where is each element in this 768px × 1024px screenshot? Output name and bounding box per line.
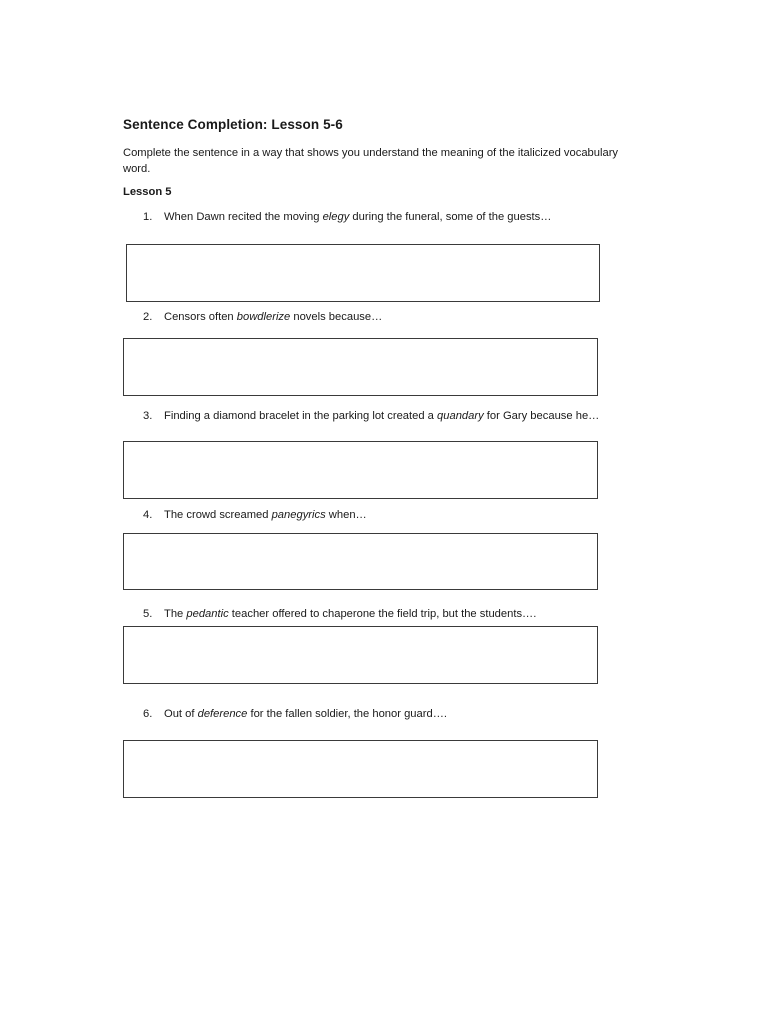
question-text-after: novels because… [290, 311, 383, 323]
question-text-before: When Dawn recited the moving [164, 211, 323, 223]
question-2 [143, 311, 382, 323]
question-number: 1. [143, 211, 153, 223]
vocabulary-word: pedantic [186, 608, 229, 620]
question-text-after: when… [325, 509, 367, 521]
question-text-after: for the fallen soldier, the honor guard…. [247, 708, 447, 720]
answer-box-3[interactable] [123, 441, 598, 499]
question-text-before: Out of [164, 708, 198, 720]
worksheet-title: Sentence Completion: Lesson 5-6 [123, 117, 343, 132]
question-text-after: for Gary because he… [483, 410, 600, 422]
question-number: 3. [143, 410, 153, 422]
question-5 [143, 608, 536, 620]
vocabulary-word: deference [197, 708, 248, 720]
vocabulary-word: quandary [437, 410, 484, 422]
question-text-before: Finding a diamond bracelet in the parking lot created a [164, 410, 438, 422]
question-number: 4. [143, 509, 153, 521]
question-number: 2. [143, 311, 153, 323]
question-text-before: The crowd screamed [164, 509, 272, 521]
answer-box-1[interactable] [126, 244, 600, 302]
question-number: 6. [143, 708, 153, 720]
lesson-heading: Lesson 5 [123, 186, 172, 198]
question-number: 5. [143, 608, 153, 620]
question-text-before: The [164, 608, 187, 620]
question-4 [143, 509, 367, 521]
instructions-text: Complete the sentence in a way that shows you understand the meaning of the italicized vocabulary word. [123, 147, 619, 175]
question-1 [143, 211, 551, 223]
question-3 [143, 410, 599, 422]
vocabulary-word: elegy [322, 211, 350, 223]
question-text-before: Censors often [164, 311, 237, 323]
question-6 [143, 708, 447, 720]
answer-box-2[interactable] [123, 338, 598, 396]
answer-box-5[interactable] [123, 626, 598, 684]
question-text-after: during the funeral, some of the guests… [349, 211, 552, 223]
question-text-after: teacher offered to chaperone the field trip, but the students…. [228, 608, 537, 620]
vocabulary-word: panegyrics [271, 509, 326, 521]
answer-box-4[interactable] [123, 533, 598, 590]
vocabulary-word: bowdlerize [236, 311, 291, 323]
answer-box-6[interactable] [123, 740, 598, 798]
